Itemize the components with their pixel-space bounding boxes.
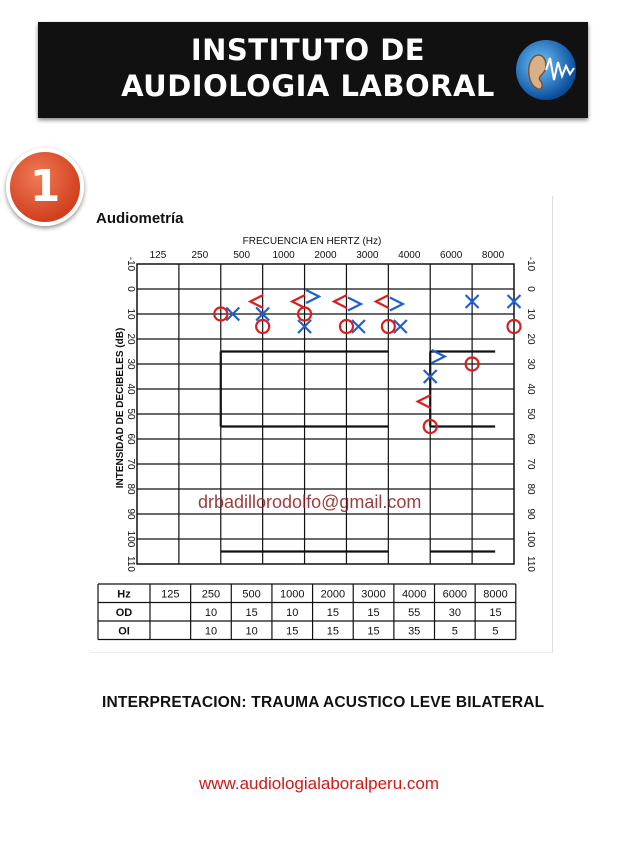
table-cell: 10 [286,607,299,619]
table-cell: 500 [242,588,261,601]
x-axis-label: FRECUENCIA EN HERTZ (Hz) [242,236,382,247]
db-tick-left: 40 [125,383,136,395]
db-tick-labels-left [125,257,136,573]
db-tick-labels-right [525,257,536,573]
right-bone-mark-500 [250,295,263,308]
table-cell: 5 [492,625,499,638]
table-cell: OI [118,625,130,638]
y-axis-label: INTENSIDAD DE DECIBELES (dB) [115,327,126,489]
table-cell: 8000 [483,588,508,601]
table-cell: 5 [451,625,458,638]
db-tick-right: 110 [525,556,536,572]
db-tick-right: 90 [525,508,536,520]
table-cell: 6000 [442,588,468,601]
db-tick-right: 80 [525,483,536,495]
db-tick-right: 70 [525,458,536,470]
db-tick-right: 20 [525,333,536,345]
db-tick-left: 20 [125,333,136,345]
db-tick-left: 60 [125,433,136,445]
db-tick-left: 10 [125,308,136,320]
frequency-tick: 3000 [356,250,379,261]
frequency-tick: 1000 [272,250,295,261]
frequency-tick: 250 [191,250,209,261]
table-cell: 15 [367,607,380,619]
db-tick-right: 100 [525,530,536,548]
ear-soundwave-icon [508,30,588,110]
table-cell: 15 [245,607,258,619]
frequency-tick: 6000 [440,250,463,261]
table-cell: 250 [201,588,221,601]
db-tick-left: 70 [125,458,136,470]
db-tick-right: 60 [525,433,536,445]
db-tick-right: 10 [525,308,536,320]
right-bone-mark-3000 [376,295,389,308]
right-bone-mark-2000 [334,295,347,308]
table-cell: 10 [204,607,218,619]
db-tick-left: 0 [125,286,136,292]
table-cell: 15 [489,607,502,619]
audiogram-chart [90,196,552,652]
frequency-tick: 500 [233,250,251,261]
table-cell: 125 [161,588,180,601]
db-tick-right: 50 [525,408,536,420]
frequency-tick: 4000 [398,250,421,261]
left-bone-mark-1000 [306,290,319,303]
db-tick-right: 0 [525,286,536,292]
db-tick-left: 80 [125,483,136,495]
db-tick-left: 110 [125,556,136,572]
table-cell: 15 [326,607,340,619]
table-cell: 3000 [361,588,386,601]
table-cell: 15 [326,625,340,638]
audiogram-panel [90,196,553,653]
frequency-tick: 125 [149,250,167,261]
table-cell: Hz [117,588,131,601]
table-cell: 4000 [401,588,427,601]
frequency-tick: 2000 [314,250,337,261]
header-banner [38,22,588,118]
table-cell: OD [115,607,133,619]
title-line-1: INSTITUTO DE [190,33,426,67]
frequency-tick: 8000 [481,250,505,261]
db-tick-left: -10 [125,256,136,272]
db-tick-left: 50 [125,408,136,420]
table-cell: 30 [448,607,461,619]
table-cell: 15 [367,625,380,638]
db-tick-left: 90 [125,508,136,520]
interpretation-text: INTERPRETACION: TRAUMA ACUSTICO LEVE BILATERAL [102,694,545,711]
audiogram-marks [214,290,520,433]
left-bone-mark-3000 [390,298,403,311]
thresholds-table [98,584,516,640]
frequency-tick-labels [150,250,505,261]
slide-number-badge: 1 [6,148,84,226]
db-tick-right: -10 [525,256,536,272]
chart-title: Audiometría [96,210,184,227]
db-tick-right: 40 [525,383,536,395]
table-cell: 2000 [320,588,346,601]
email-watermark: drbadillorodolfo@gmail.com [198,492,422,512]
table-cell: 1000 [280,588,305,601]
db-tick-right: 30 [525,358,536,370]
table-cell: 10 [204,625,218,638]
db-tick-left: 100 [125,530,136,548]
table-cell: 35 [408,625,421,638]
title-line-2: AUDIOLOGIA LABORAL [121,69,495,103]
right-bone-mark-4000 [418,395,431,408]
audiogram-grid [137,264,514,564]
left-bone-mark-2000 [348,298,361,311]
table-cell: 15 [286,625,299,638]
db-tick-left: 30 [125,358,136,370]
table-cell: 55 [408,607,421,619]
right-bone-mark-1000 [292,295,305,308]
institute-title [98,32,518,104]
website-link[interactable]: www.audiologialaboralperu.com [198,774,440,793]
table-cell: 10 [245,625,258,638]
